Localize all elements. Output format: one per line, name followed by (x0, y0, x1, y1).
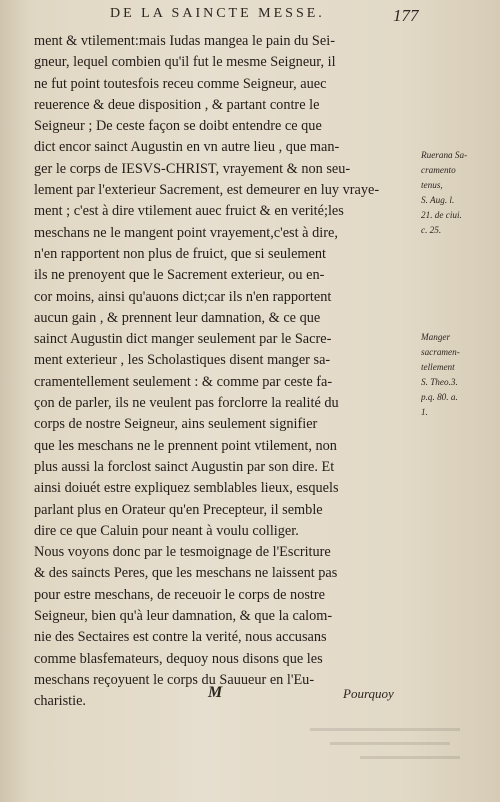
text-line: Seigneur, bien qu'à leur damnation, & que la calom- (34, 608, 333, 625)
text-line: meschans ne le mangent point vrayement,c'est à dire, (34, 224, 338, 241)
text-line: ment exterieur , les Scholastiques disent manger sa- (34, 352, 331, 369)
text-line: çon de parler, ils ne veulent pas forclorre la realité du (34, 395, 339, 412)
show-through-bleed (300, 720, 480, 770)
text-line: n'en rapportent non plus de fruict, que si seulement (34, 245, 327, 262)
page-number: 177 (393, 6, 419, 25)
text-line: gneur, lequel combien qu'il fut le mesme Seigneur, il (34, 54, 336, 71)
margin-note-line: sacramen- (421, 347, 460, 357)
margin-note-line: S. Theo.3. (421, 377, 458, 387)
text-line: cor moins, ainsi qu'auons dict;car ils n'en rapportent (34, 288, 332, 305)
text-line: pour estre meschans, de receuoir le corps de nostre (34, 586, 325, 603)
margin-note-line: 21. de ciui. (421, 210, 462, 220)
running-head (0, 4, 500, 26)
text-line: ainsi doiuét estre expliquez semblables lieux, esquels (34, 480, 339, 497)
text-line: meschans reçoyuent le corps du Sauueur en l'Eu- (34, 671, 315, 688)
text-line: nie des Sectaires est contre la verité, nous accusans (34, 629, 327, 646)
text-line: & des saincts Peres, que les meschans ne laissent pas (34, 565, 338, 582)
text-line: parlant plus en Orateur qu'en Precepteur, il semble (34, 501, 323, 518)
page-footer (0, 682, 500, 712)
text-line: ne fut point toutesfois receu comme Seigneur, auec (34, 75, 327, 92)
text-line: Seigneur ; De ceste façon se doibt entendre ce que (34, 118, 322, 135)
text-line: dire ce que Caluin pour neant à voulu colliger. (34, 522, 299, 539)
margin-note-line: Manger (421, 332, 451, 342)
margin-note-line: cramento (421, 165, 456, 175)
text-line: sainct Augustin dict manger seulement par le Sacre- (34, 331, 332, 348)
text-line: corps de nostre Seigneur, ains seulement signifier (34, 416, 318, 433)
text-line: plus aussi la forclost sainct Augustin par son dire. Et (34, 458, 335, 475)
text-line: comme blasfemateurs, dequoy nous disons que les (34, 650, 323, 667)
margin-note-line: p.q. 80. a. (421, 392, 458, 402)
margin-note-augustine (421, 148, 499, 238)
signature-mark: M (208, 684, 223, 701)
margin-note-line: c. 25. (421, 225, 442, 235)
margin-note-line: tenus, (421, 180, 443, 190)
text-line: lement par l'exterieur Sacrement, est demeurer en luy vraye- (34, 182, 380, 199)
text-line: Nous voyons donc par le tesmoignage de l'Escriture (34, 544, 331, 561)
text-line: reuerence & deue disposition , & partant contre le (34, 96, 320, 113)
text-line: ils ne prenoyent que le Sacrement exterieur, ou en- (34, 267, 325, 284)
text-line: ment ; c'est à dire vtilement auec fruict & en verité;les (34, 203, 344, 220)
header-title: DE LA SAINCTE MESSE. (110, 6, 325, 21)
catchword: Pourquoy (343, 686, 394, 701)
text-line: ment & vtilement:mais Iudas mangea le pain du Sei- (34, 33, 335, 49)
margin-note-line: tellement (421, 362, 455, 372)
margin-note-line: 1. (421, 407, 428, 417)
margin-note-line: S. Aug. l. (421, 195, 455, 205)
margin-note-sacramentellement (421, 330, 499, 420)
text-line: cramentellement seulement : & comme par ceste fa- (34, 373, 333, 390)
text-line: que les meschans ne le prennent point vtilement, non (34, 437, 337, 454)
text-line: aucun gain , & prennent leur damnation, & ce que (34, 309, 321, 326)
text-line: charistie. (34, 693, 87, 710)
text-line: dict encor sainct Augustin en vn autre lieu , que man- (34, 139, 340, 156)
body-text (34, 31, 419, 713)
text-line: ger le corps de IESVS-CHRIST, vrayement & non seu- (34, 160, 351, 177)
margin-note-line: Rueranɑ Sa- (421, 150, 468, 160)
